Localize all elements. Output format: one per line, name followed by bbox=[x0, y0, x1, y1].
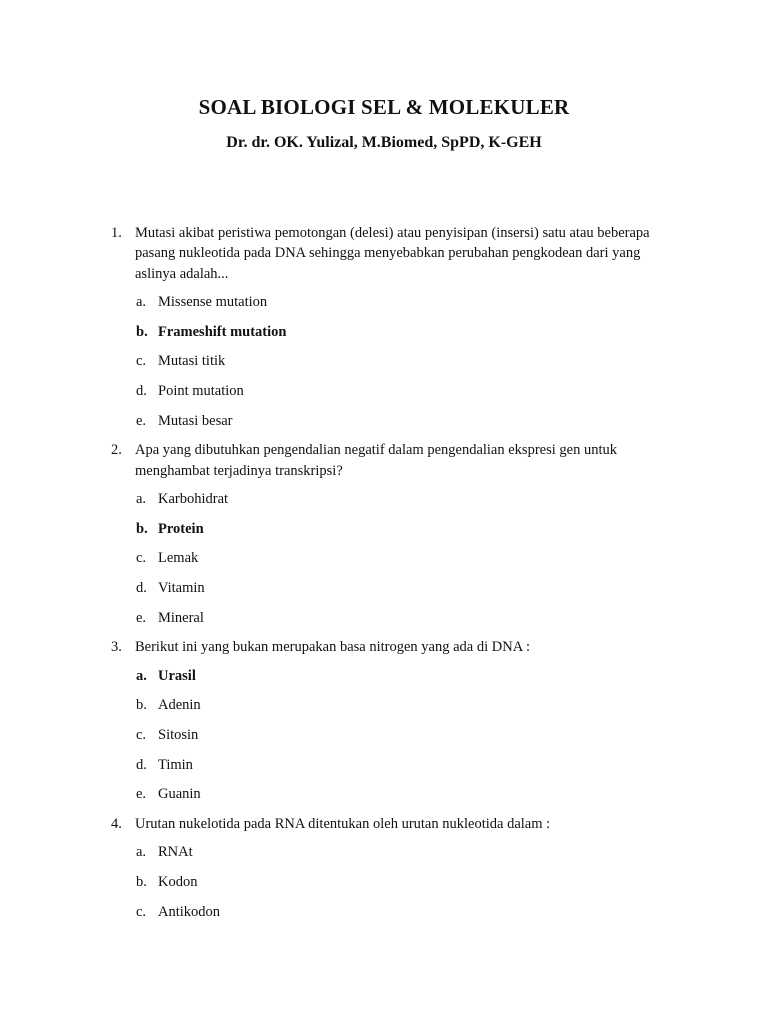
option-2b-answer bbox=[0, 519, 768, 540]
option-1c bbox=[0, 351, 768, 372]
option-4c bbox=[0, 902, 768, 923]
option-text: Karbohidrat bbox=[158, 490, 229, 507]
option-text: Vitamin bbox=[158, 579, 205, 596]
option-letter: c. bbox=[136, 550, 147, 567]
option-letter: a. bbox=[136, 293, 147, 310]
option-1b-answer bbox=[0, 322, 768, 343]
option-letter: a. bbox=[136, 667, 147, 684]
option-letter: b. bbox=[136, 697, 147, 714]
option-1d bbox=[0, 381, 768, 402]
option-text: Kodon bbox=[158, 874, 198, 891]
question-2 bbox=[0, 440, 768, 628]
question-1 bbox=[0, 223, 768, 432]
option-letter: d. bbox=[136, 756, 147, 773]
question-number: 4. bbox=[111, 816, 122, 833]
option-list bbox=[0, 842, 768, 922]
option-text: RNAt bbox=[158, 844, 193, 861]
document-title: SOAL BIOLOGI SEL & MOLEKULER bbox=[198, 95, 570, 119]
option-letter: e. bbox=[136, 786, 147, 803]
option-list bbox=[0, 489, 768, 629]
option-2c bbox=[0, 548, 768, 569]
question-text: Berikut ini yang bukan merupakan basa nitrogen yang ada di DNA : bbox=[135, 639, 531, 656]
option-3e bbox=[0, 784, 768, 805]
option-text: Mineral bbox=[158, 609, 204, 626]
option-letter: b. bbox=[136, 323, 148, 340]
option-letter: d. bbox=[136, 382, 147, 399]
option-text: Point mutation bbox=[158, 382, 244, 399]
option-1a bbox=[0, 292, 768, 313]
option-text: Guanin bbox=[158, 786, 201, 803]
option-list bbox=[0, 292, 768, 432]
question-list bbox=[0, 223, 768, 931]
option-letter: b. bbox=[136, 520, 148, 537]
option-letter: d. bbox=[136, 579, 147, 596]
option-text: Frameshift mutation bbox=[158, 323, 287, 340]
question-4 bbox=[0, 814, 768, 923]
option-text: Urasil bbox=[158, 667, 196, 684]
question-text: Mutasi akibat peristiwa pemotongan (delesi) atau penyisipan (insersi) satu atau beberapa pasang nukleotida pada DNA sehingga menyebabkan perubahan pengkodean dari yang aslinya adalah... bbox=[135, 225, 650, 282]
question-text: Urutan nukelotida pada RNA ditentukan oleh urutan nukleotida dalam : bbox=[135, 816, 551, 833]
option-list bbox=[0, 666, 768, 806]
option-3c bbox=[0, 725, 768, 746]
option-letter: e. bbox=[136, 609, 147, 626]
option-4a bbox=[0, 842, 768, 863]
option-2d bbox=[0, 578, 768, 599]
question-number: 1. bbox=[111, 225, 122, 241]
option-text: Mutasi titik bbox=[158, 353, 226, 370]
option-letter: c. bbox=[136, 903, 147, 920]
question-3 bbox=[0, 637, 768, 805]
question-number: 3. bbox=[111, 639, 122, 656]
option-letter: e. bbox=[136, 412, 147, 429]
option-4b bbox=[0, 872, 768, 893]
option-2e bbox=[0, 608, 768, 629]
option-3b bbox=[0, 695, 768, 716]
option-text: Lemak bbox=[158, 550, 199, 567]
option-letter: a. bbox=[136, 844, 147, 861]
option-letter: b. bbox=[136, 874, 147, 891]
option-2a bbox=[0, 489, 768, 510]
option-letter: a. bbox=[136, 490, 147, 507]
question-text: Apa yang dibutuhkan pengendalian negatif dalam pengendalian ekspresi gen untuk menghambat terjadinya transkripsi? bbox=[135, 442, 617, 479]
option-text: Sitosin bbox=[158, 727, 199, 744]
option-text: Adenin bbox=[158, 697, 201, 714]
option-3a-answer bbox=[0, 666, 768, 687]
option-3d bbox=[0, 755, 768, 776]
option-1e bbox=[0, 411, 768, 432]
option-text: Antikodon bbox=[158, 903, 221, 920]
option-text: Missense mutation bbox=[158, 293, 268, 310]
question-number: 2. bbox=[111, 442, 122, 459]
option-text: Mutasi besar bbox=[158, 412, 233, 429]
option-letter: c. bbox=[136, 353, 147, 370]
option-letter: c. bbox=[136, 727, 147, 744]
document-author: Dr. dr. OK. Yulizal, M.Biomed, SpPD, K-GEH bbox=[226, 134, 542, 151]
option-text: Timin bbox=[158, 756, 193, 773]
option-text: Protein bbox=[158, 520, 204, 537]
